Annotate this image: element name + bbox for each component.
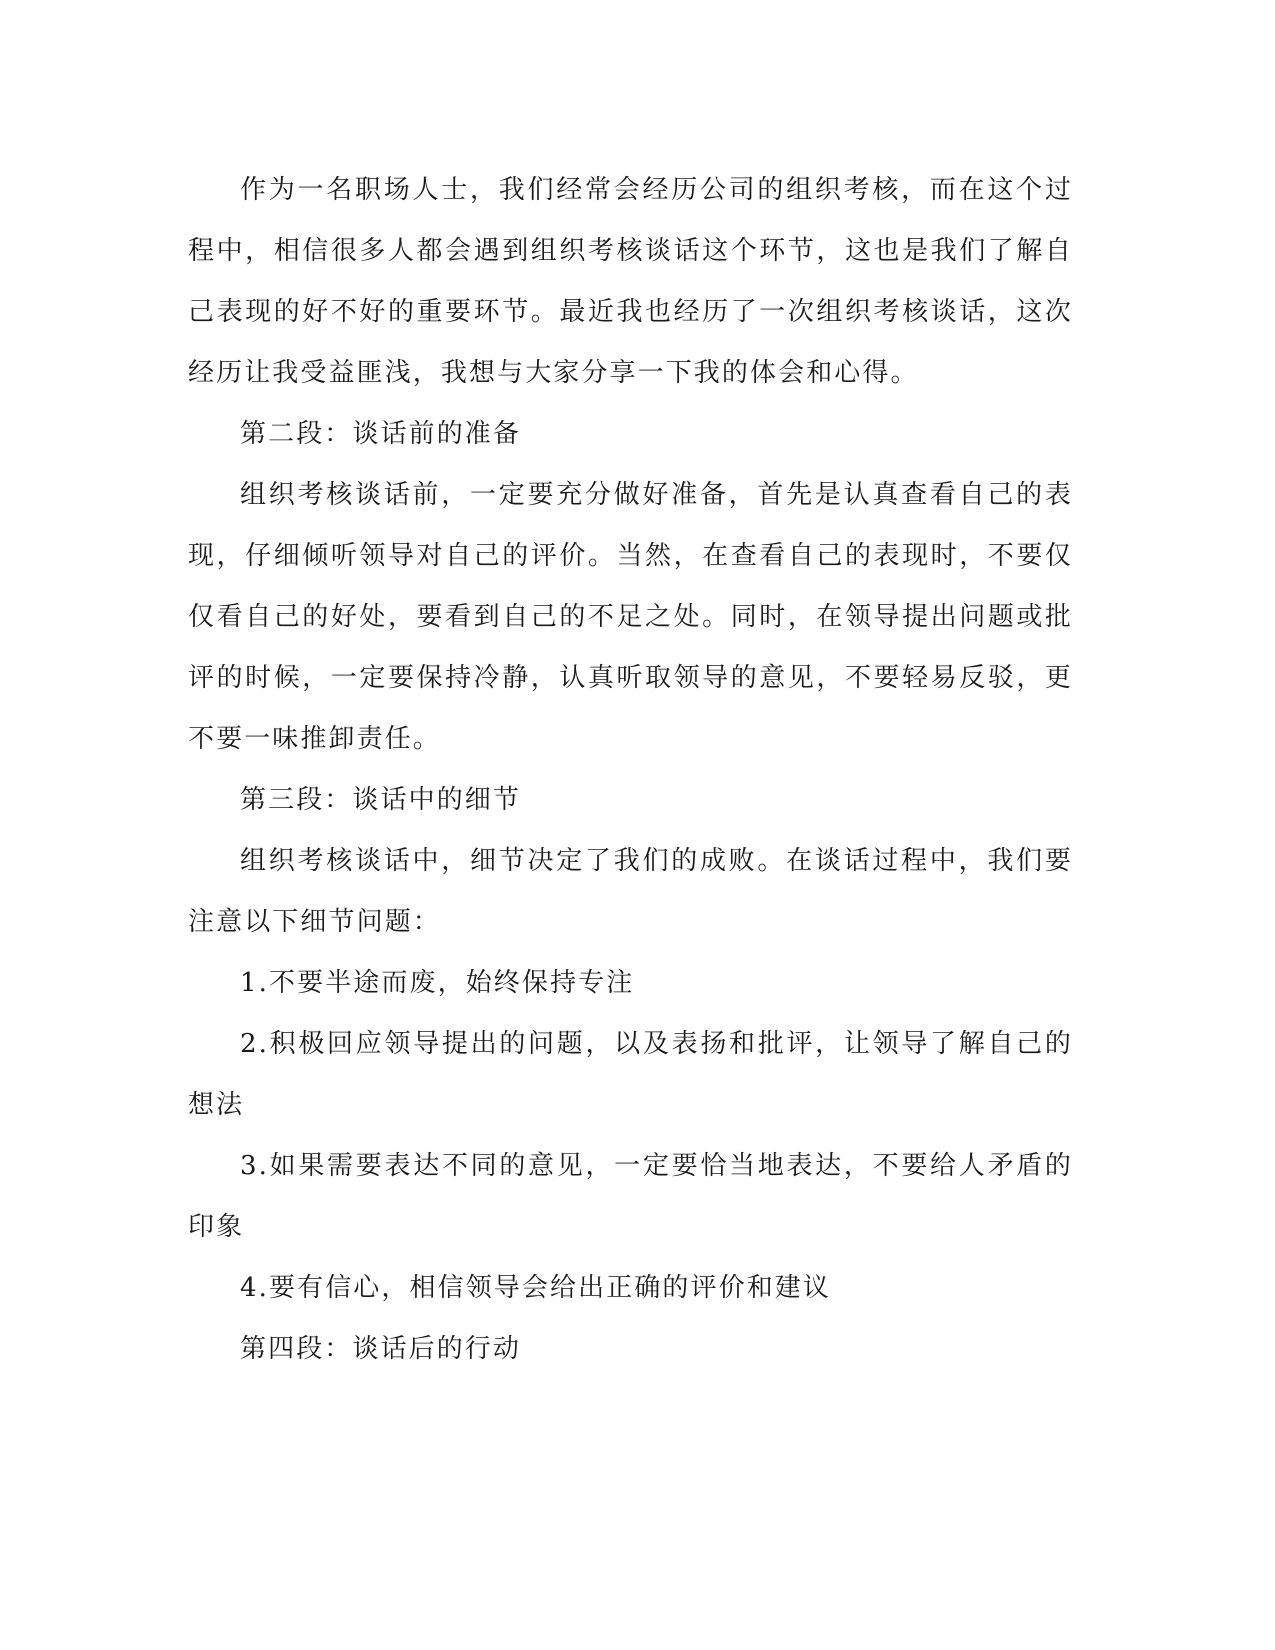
details-paragraph: 组织考核谈话中，细节决定了我们的成败。在谈话过程中，我们要注意以下细节问题：: [188, 846, 1073, 937]
list-item-1: 1.不要半途而废，始终保持专注: [240, 968, 635, 998]
section-heading-3: 第三段：谈话中的细节: [240, 785, 522, 815]
section-heading-4: 第四段：谈话后的行动: [240, 1334, 522, 1364]
list-item-2: 2.积极回应领导提出的问题，以及表扬和批评，让领导了解自己的想法: [188, 1029, 1073, 1120]
list-item-4: 4.要有信心，相信领导会给出正确的评价和建议: [240, 1273, 832, 1303]
list-item-3: 3.如果需要表达不同的意见，一定要恰当地表达，不要给人矛盾的印象: [188, 1151, 1073, 1242]
document-body: [188, 160, 1073, 1380]
section-heading-2: 第二段：谈话前的准备: [240, 419, 522, 449]
preparation-paragraph: 组织考核谈话前，一定要充分做好准备，首先是认真查看自己的表现，仔细倾听领导对自己的评价。当然，在查看自己的表现时，不要仅仅看自己的好处，要看到自己的不足之处。同时，在领导提出问题或批评的时候，一定要保持冷静，认真听取领导的意见，不要轻易反驳，更不要一味推卸责任。: [188, 480, 1073, 754]
intro-paragraph: 作为一名职场人士，我们经常会经历公司的组织考核，而在这个过程中，相信很多人都会遇到组织考核谈话这个环节，这也是我们了解自己表现的好不好的重要环节。最近我也经历了一次组织考核谈话，这次经历让我受益匪浅，我想与大家分享一下我的体会和心得。: [188, 175, 1073, 388]
